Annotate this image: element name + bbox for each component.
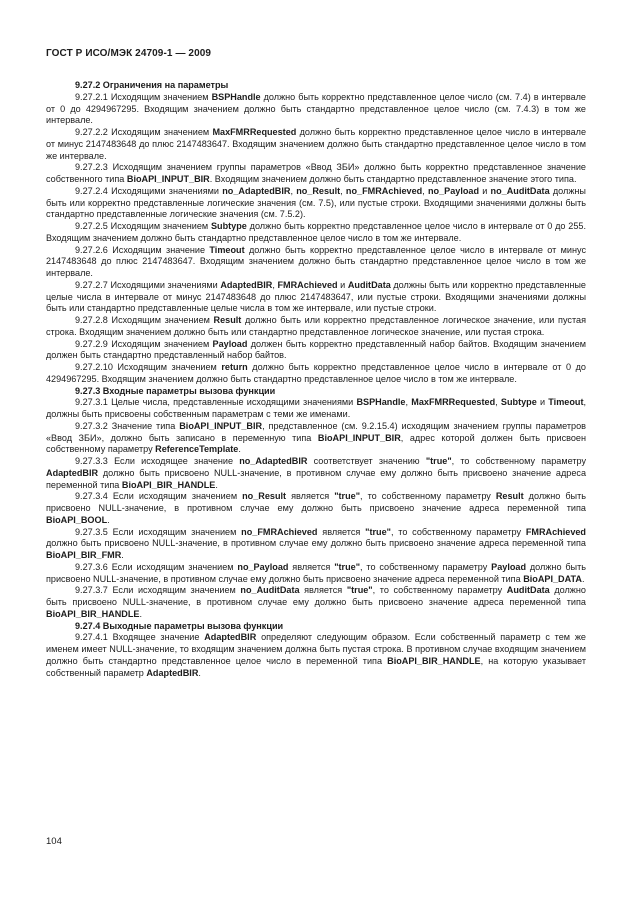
bold-term: AdaptedBIR bbox=[46, 467, 99, 478]
text-run: 9.27.2.2 Исходящим значением bbox=[75, 127, 213, 137]
bold-term: no_FMRAchieved bbox=[241, 526, 318, 537]
text-run: является bbox=[317, 526, 366, 537]
bold-term: AdaptedBIR bbox=[220, 279, 273, 290]
text-run: , то собственному параметру bbox=[390, 526, 526, 537]
text-run: , bbox=[422, 185, 428, 196]
text-run: является bbox=[286, 491, 335, 502]
text-run: 9.27.2.8 Исходящим значением bbox=[75, 315, 214, 325]
paragraph bbox=[46, 162, 586, 186]
text-run: определяют следующим образом. Если собственный параметр с тем же именем имеет NULL-значение, то входящим значением должна быть пустая строка. В противном случае входящим значением должно быть стандартно представленное целое число в переменной типа bbox=[46, 632, 586, 666]
text-run: и bbox=[337, 279, 348, 290]
text-run: . bbox=[238, 444, 241, 455]
text-run: 9.27.2 Ограничения на параметры bbox=[75, 80, 229, 90]
text-run: должно быть корректно представленное целое число в интервале от 0 до 4294967295. Входящим значением должно быть стандартно представленное целое число в том же интервале. bbox=[46, 362, 586, 384]
section-heading bbox=[46, 386, 586, 398]
paragraph bbox=[46, 339, 586, 363]
text-run: должно быть присвоено NULL-значение, в противном случае ему должно быть присвоено значение адреса переменной типа bbox=[46, 467, 586, 490]
bold-term: "true" bbox=[346, 585, 373, 596]
bold-term: no_AdaptedBIR bbox=[222, 185, 291, 196]
text-run: является bbox=[288, 561, 335, 572]
text-run: , представленное (см. 9.2.15.4) исходящим значением группы параметров «Ввод ЗБИ», должно быть записано в переменную типа bbox=[46, 420, 586, 443]
text-run: , на которую указывает собственный параметр bbox=[46, 655, 586, 678]
text-run: 9.27.4 Выходные параметры вызова функции bbox=[75, 620, 284, 631]
bold-term: Subtype bbox=[210, 221, 247, 231]
bold-term: Result bbox=[495, 491, 524, 502]
text-run: 9.27.3.6 Если исходящим значением bbox=[75, 561, 238, 572]
paragraph bbox=[46, 397, 586, 421]
bold-term: Subtype bbox=[500, 397, 537, 408]
bold-term: BioAPI_BIR_HANDLE bbox=[387, 655, 481, 666]
text-run: . bbox=[581, 573, 585, 584]
paragraph bbox=[46, 127, 586, 162]
bold-term: AuditData bbox=[506, 585, 550, 596]
bold-term: BioAPI_BOOL bbox=[46, 514, 108, 525]
text-run: 9.27.3.2 Значение типа bbox=[75, 420, 180, 431]
bold-term: "true" bbox=[334, 561, 361, 572]
bold-term: BioAPI_BIR_HANDLE bbox=[121, 479, 216, 490]
text-run: должны быть или корректно представленные целые числа в интервале от минус 2147483648 до плюс 2147483647, или пустые строки. Входящими значениями должны быть или стандартно представленные целые числа в том же интервале, или пустые строки. bbox=[46, 279, 586, 314]
paragraph bbox=[46, 92, 586, 127]
text-run: 9.27.2.4 Исходящими значениями bbox=[75, 185, 223, 196]
bold-term: FMRAchieved bbox=[277, 279, 338, 290]
paragraph bbox=[46, 315, 586, 339]
text-run: , адрес которой должен быть присвоен собственному параметру bbox=[46, 432, 586, 455]
text-run: должно быть присвоено NULL-значение, в противном случае ему должно быть присвоено значение адреса переменной типа bbox=[46, 585, 586, 607]
bold-term: Result bbox=[213, 315, 242, 325]
bold-term: no_Payload bbox=[427, 185, 480, 196]
bold-term: ReferenceTemplate bbox=[155, 444, 239, 455]
text-run: . bbox=[107, 514, 110, 525]
text-run: 9.27.2.7 Исходящими значениями bbox=[75, 279, 221, 290]
bold-term: no_Result bbox=[242, 491, 287, 502]
text-run: 9.27.3 Входные параметры вызова функции bbox=[75, 385, 276, 396]
bold-term: BSPHandle bbox=[356, 397, 406, 408]
text-run: 9.27.2.9 Исходящим значением bbox=[75, 338, 213, 349]
paragraph bbox=[46, 527, 586, 562]
text-run: , bbox=[272, 279, 278, 290]
paragraph bbox=[46, 562, 586, 586]
text-run: 9.27.2.5 Исходящим значением bbox=[75, 221, 211, 231]
bold-term: no_AdaptedBIR bbox=[239, 456, 308, 466]
bold-term: BSPHandle bbox=[211, 91, 261, 102]
bold-term: FMRAchieved bbox=[525, 526, 586, 537]
bold-term: Payload bbox=[212, 338, 248, 349]
bold-term: BioAPI_INPUT_BIR bbox=[317, 432, 401, 443]
bold-term: BioAPI_DATA bbox=[523, 573, 582, 584]
text-run: и bbox=[479, 185, 491, 196]
text-run: должен быть корректно представленный набор байтов. Входящим значением должен быть стандартно представленный набор байтов. bbox=[46, 338, 587, 361]
text-run: должны быть или корректно представленные логические значения (см. 7.5), или пустые строки. Входящими значениями должны быть стандартно представленные логические значения (см. 7.5.2). bbox=[46, 185, 586, 220]
bold-term: MaxFMRRequested bbox=[411, 397, 496, 408]
paragraph bbox=[46, 421, 586, 456]
bold-term: "true" bbox=[425, 456, 452, 466]
text-run: 9.27.2.1 Исходящим значением bbox=[75, 91, 212, 102]
text-run: 9.27.2.10 Исходящим значением bbox=[75, 362, 222, 372]
text-run: , должны быть присвоены собственным параметрам с теми же именами. bbox=[46, 397, 587, 419]
bold-term: "true" bbox=[365, 526, 391, 537]
text-run: 9.27.3.3 Если исходящее значение bbox=[75, 456, 240, 466]
paragraph bbox=[46, 632, 586, 679]
text-run: должно быть присвоено NULL-значение, в противном случае ему должно быть присвоено значение адреса переменной типа bbox=[46, 538, 586, 549]
bold-term: no_AuditData bbox=[490, 185, 550, 196]
section-heading bbox=[46, 621, 586, 633]
bold-term: no_Payload bbox=[237, 561, 289, 572]
text-run: , bbox=[340, 185, 346, 196]
paragraph bbox=[46, 362, 586, 386]
text-run: . bbox=[215, 479, 218, 490]
text-run: , то собственному параметру bbox=[372, 585, 507, 596]
bold-term: AuditData bbox=[347, 279, 391, 290]
bold-term: Payload bbox=[491, 561, 527, 572]
text-run: должно быть корректно представленное целое число в интервале от минус 2147483648 до плюс 2147483647. Входящим значением должно быть стандартно представленное целое число в том же интервале. bbox=[46, 127, 587, 161]
text-run: , то собственному параметру bbox=[451, 456, 586, 466]
document-body bbox=[46, 80, 586, 679]
text-run: и bbox=[536, 397, 549, 408]
text-run: . bbox=[198, 667, 201, 678]
bold-term: BioAPI_BIR_FMR bbox=[46, 550, 122, 560]
bold-term: Timeout bbox=[209, 244, 245, 255]
text-run: . bbox=[121, 550, 124, 560]
bold-term: "true" bbox=[334, 491, 361, 502]
text-run: . Входящим значением должно быть стандартно представленное значение этого типа. bbox=[209, 174, 577, 184]
text-run: 9.27.2.6 Исходящим значение bbox=[75, 244, 210, 255]
text-run: должно быть присвоено NULL-значение, в противном случае ему должно быть присвоено значение адреса переменной типа bbox=[46, 491, 586, 513]
text-run: должно быть корректно представленное целое число (см. 7.4) в интервале от 0 до 4294967295. Входящим значением должно быть стандартно представленное целое число (см. 7.4.3) в том же интервале. bbox=[46, 91, 586, 126]
paragraph bbox=[46, 585, 586, 620]
text-run: 9.27.3.4 Если исходящим значением bbox=[75, 491, 243, 502]
bold-term: Timeout bbox=[548, 397, 584, 408]
paragraph bbox=[46, 456, 586, 491]
paragraph bbox=[46, 245, 586, 280]
bold-term: AdaptedBIR bbox=[204, 632, 257, 643]
text-run: является bbox=[299, 585, 347, 596]
text-run: , bbox=[495, 397, 501, 408]
text-run: . bbox=[139, 608, 143, 619]
bold-term: no_Result bbox=[296, 185, 341, 196]
paragraph bbox=[46, 491, 586, 526]
bold-term: no_FMRAchieved bbox=[345, 185, 423, 196]
section-heading bbox=[46, 80, 586, 92]
text-run: 9.27.3.5 Если исходящим значением bbox=[75, 526, 242, 537]
page-number: 104 bbox=[46, 836, 62, 847]
paragraph bbox=[46, 186, 586, 221]
bold-term: BioAPI_INPUT_BIR bbox=[179, 420, 263, 431]
bold-term: no_AuditData bbox=[240, 585, 300, 596]
text-run: соответствует значению bbox=[307, 456, 426, 466]
paragraph bbox=[46, 280, 586, 315]
text-run: 9.27.4.1 Входящее значение bbox=[75, 632, 205, 643]
text-run: должно быть корректно представленное целое число в интервале от минус 2147483648 до плюс 2147483647. Входящим значением должно быть стандартно представленное целое число в том же интервале. bbox=[46, 244, 586, 278]
text-run: должно быть корректно представленное целое число в интервале от 0 до 255. Входящим значением должно быть стандартно представленное целое число в том же интервале. bbox=[46, 221, 586, 243]
text-run: , то собственному параметру bbox=[360, 491, 496, 502]
text-run: , то собственному параметру bbox=[360, 561, 492, 572]
text-run: должно быть или корректно представленное логическое значение, или пустая строка. Входящим значением должно быть или стандартно представленное логическое значение, или пустая строка. bbox=[46, 315, 586, 337]
bold-term: AdaptedBIR bbox=[146, 667, 199, 678]
bold-term: return bbox=[221, 362, 248, 372]
text-run: 9.27.3.1 Целые числа, представленные исходящими значениями bbox=[75, 397, 357, 408]
bold-term: MaxFMRRequested bbox=[212, 127, 297, 137]
text-run: 9.27.2.3 Исходящим значением группы параметров «Ввод ЗБИ» должно быть корректно представленное значение собственного типа bbox=[46, 162, 586, 184]
standard-header: ГОСТ Р ИСО/МЭК 24709-1 — 2009 bbox=[46, 48, 212, 59]
text-run: 9.27.3.7 Если исходящим значением bbox=[75, 585, 241, 596]
text-run: , bbox=[290, 185, 297, 196]
bold-term: BioAPI_INPUT_BIR bbox=[126, 174, 210, 184]
bold-term: BioAPI_BIR_HANDLE bbox=[46, 608, 140, 619]
text-run: , bbox=[405, 397, 412, 408]
text-run: должно быть присвоено NULL-значение, в противном случае ему должно быть присвоено значение адреса переменной типа bbox=[46, 561, 586, 584]
paragraph bbox=[46, 221, 586, 245]
